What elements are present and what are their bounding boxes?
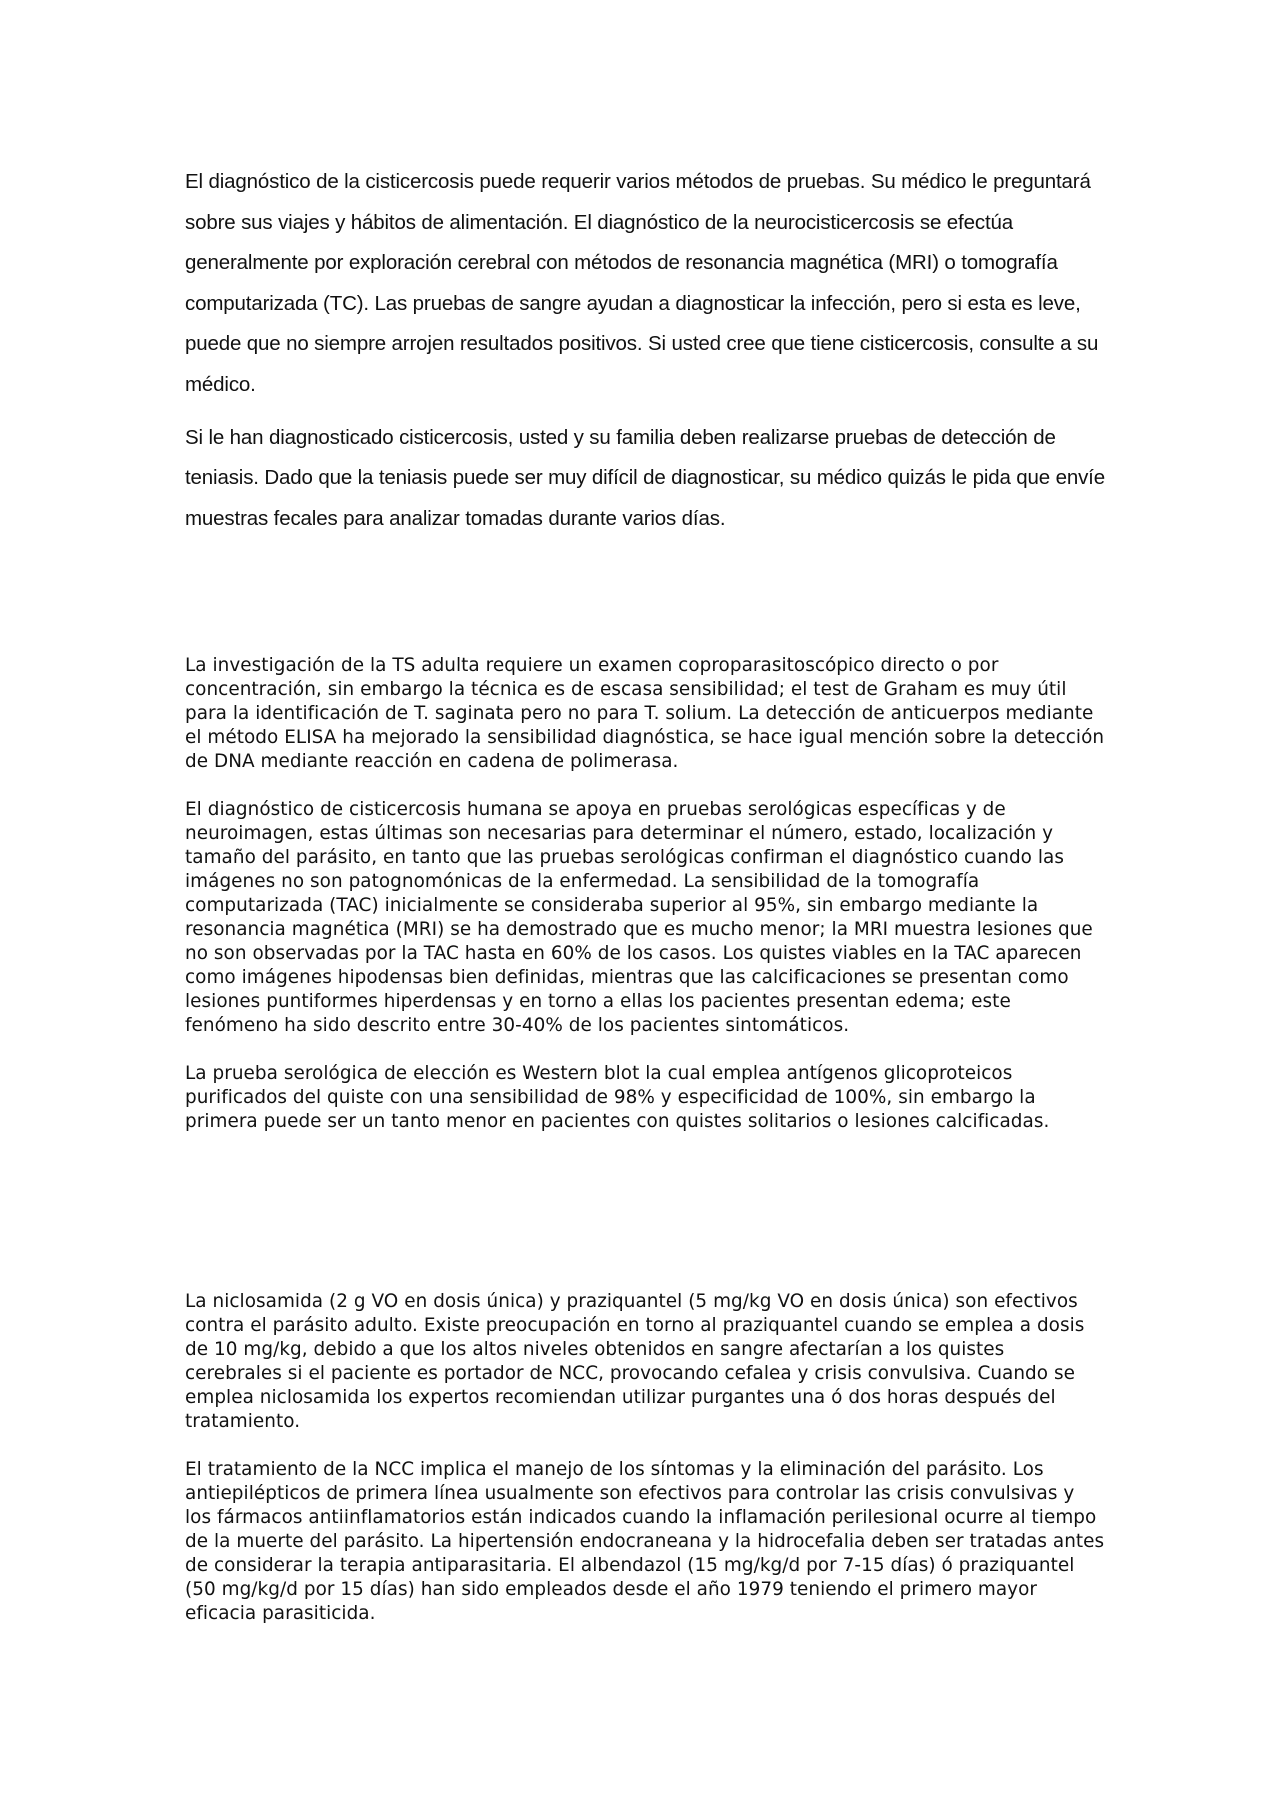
paragraph-western-blot: La prueba serológica de elección es Western blot la cual emplea antígenos glicoproteicos purificados del quiste con una sensibilidad de 98% y especificidad de 100%, sin embargo la primera puede ser un tanto menor en pacientes con quistes solitarios o lesiones calcificadas. — [185, 1063, 1050, 1132]
paragraph-adult-ts-investigation: La investigación de la TS adulta requiere un examen coproparasitoscópico directo o por concentración, sin embargo la técnica es de escasa sensibilidad; el test de Graham es muy útil para la identificación de T. saginata pero no para T. solium. La detección de anticuerpos mediante el método ELISA ha mejorado la sensibilidad diagnóstica, se hace igual mención sobre la detección de DNA mediante reacción en cadena de polimerasa. — [185, 655, 1105, 772]
section-clinical-diagnosis — [185, 654, 1105, 1134]
paragraph-ncc-treatment: El tratamiento de la NCC implica el manejo de los síntomas y la eliminación del parásito. Los antiepilépticos de primera línea usualmente son efectivos para controlar las crisis convulsivas y los fármacos antiinflamatorios están indicados cuando la inflamación perilesional ocurre al tiempo de la muerte del parásito. La hipertensión endocraneana y la hidrocefalia deben ser tratadas antes de considerar la terapia antiparasitaria. El albendazol (15 mg/kg/d por 7-15 días) ó praziquantel (50 mg/kg/d por 15 días) han sido empleados desde el año 1979 teniendo el primero mayor eficacia parasiticida. — [185, 1459, 1105, 1624]
paragraph-human-cysticercosis-diagnosis: El diagnóstico de cisticercosis humana se apoya en pruebas serológicas específicas y de neuroimagen, estas últimas son necesarias para determinar el número, estado, localización y tamaño del parásito, en tanto que las pruebas serológicas confirman el diagnóstico cuando las imágenes no son patognomónicas de la enfermedad. La sensibilidad de la tomografía computarizada (TAC) inicialmente se consideraba superior al 95%, sin embargo mediante la resonancia magnética (MRI) se ha demostrado que es mucho menor; la MRI muestra lesiones que no son observadas por la TAC hasta en 60% de los casos. Los quistes viables en la TAC aparecen como imágenes hipodensas bien definidas, mientras que las calcificaciones se presentan como lesiones puntiformes hiperdensas y en torno a ellas los pacientes presentan edema; este fenómeno ha sido descrito entre 30-40% de los pacientes sintomáticos. — [185, 799, 1093, 1036]
section-treatment — [185, 1290, 1105, 1626]
section-patient-diagnosis — [185, 162, 1105, 539]
paragraph-niclosamide-praziquantel: La niclosamida (2 g VO en dosis única) y praziquantel (5 mg/kg VO en dosis única) son efectivos contra el parásito adulto. Existe preocupación en torno al praziquantel cuando se emplea a dosis de 10 mg/kg, debido a que los altos niveles obtenidos en sangre afectarían a los quistes cerebrales si el paciente es portador de NCC, provocando cefalea y crisis convulsiva. Cuando se emplea niclosamida los expertos recomiendan utilizar purgantes una ó dos horas después del tratamiento. — [185, 1291, 1085, 1432]
paragraph-teniasis-detection: Si le han diagnosticado cisticercosis, usted y su familia deben realizarse pruebas de detección de teniasis. Dado que la teniasis puede ser muy difícil de diagnosticar, su médico quizás le pida que envíe muestras fecales para analizar tomadas durante varios días. — [185, 425, 1105, 530]
paragraph-diagnosis-methods: El diagnóstico de la cisticercosis puede requerir varios métodos de pruebas. Su médico le preguntará sobre sus viajes y hábitos de alimentación. El diagnóstico de la neurocisticercosis se efectúa generalmente por exploración cerebral con métodos de resonancia magnética (MRI) o tomografía computarizada (TC). Las pruebas de sangre ayudan a diagnosticar la infección, pero si esta es leve, puede que no siempre arrojen resultados positivos. Si usted cree que tiene cisticercosis, consulte a su médico. — [185, 170, 1099, 396]
